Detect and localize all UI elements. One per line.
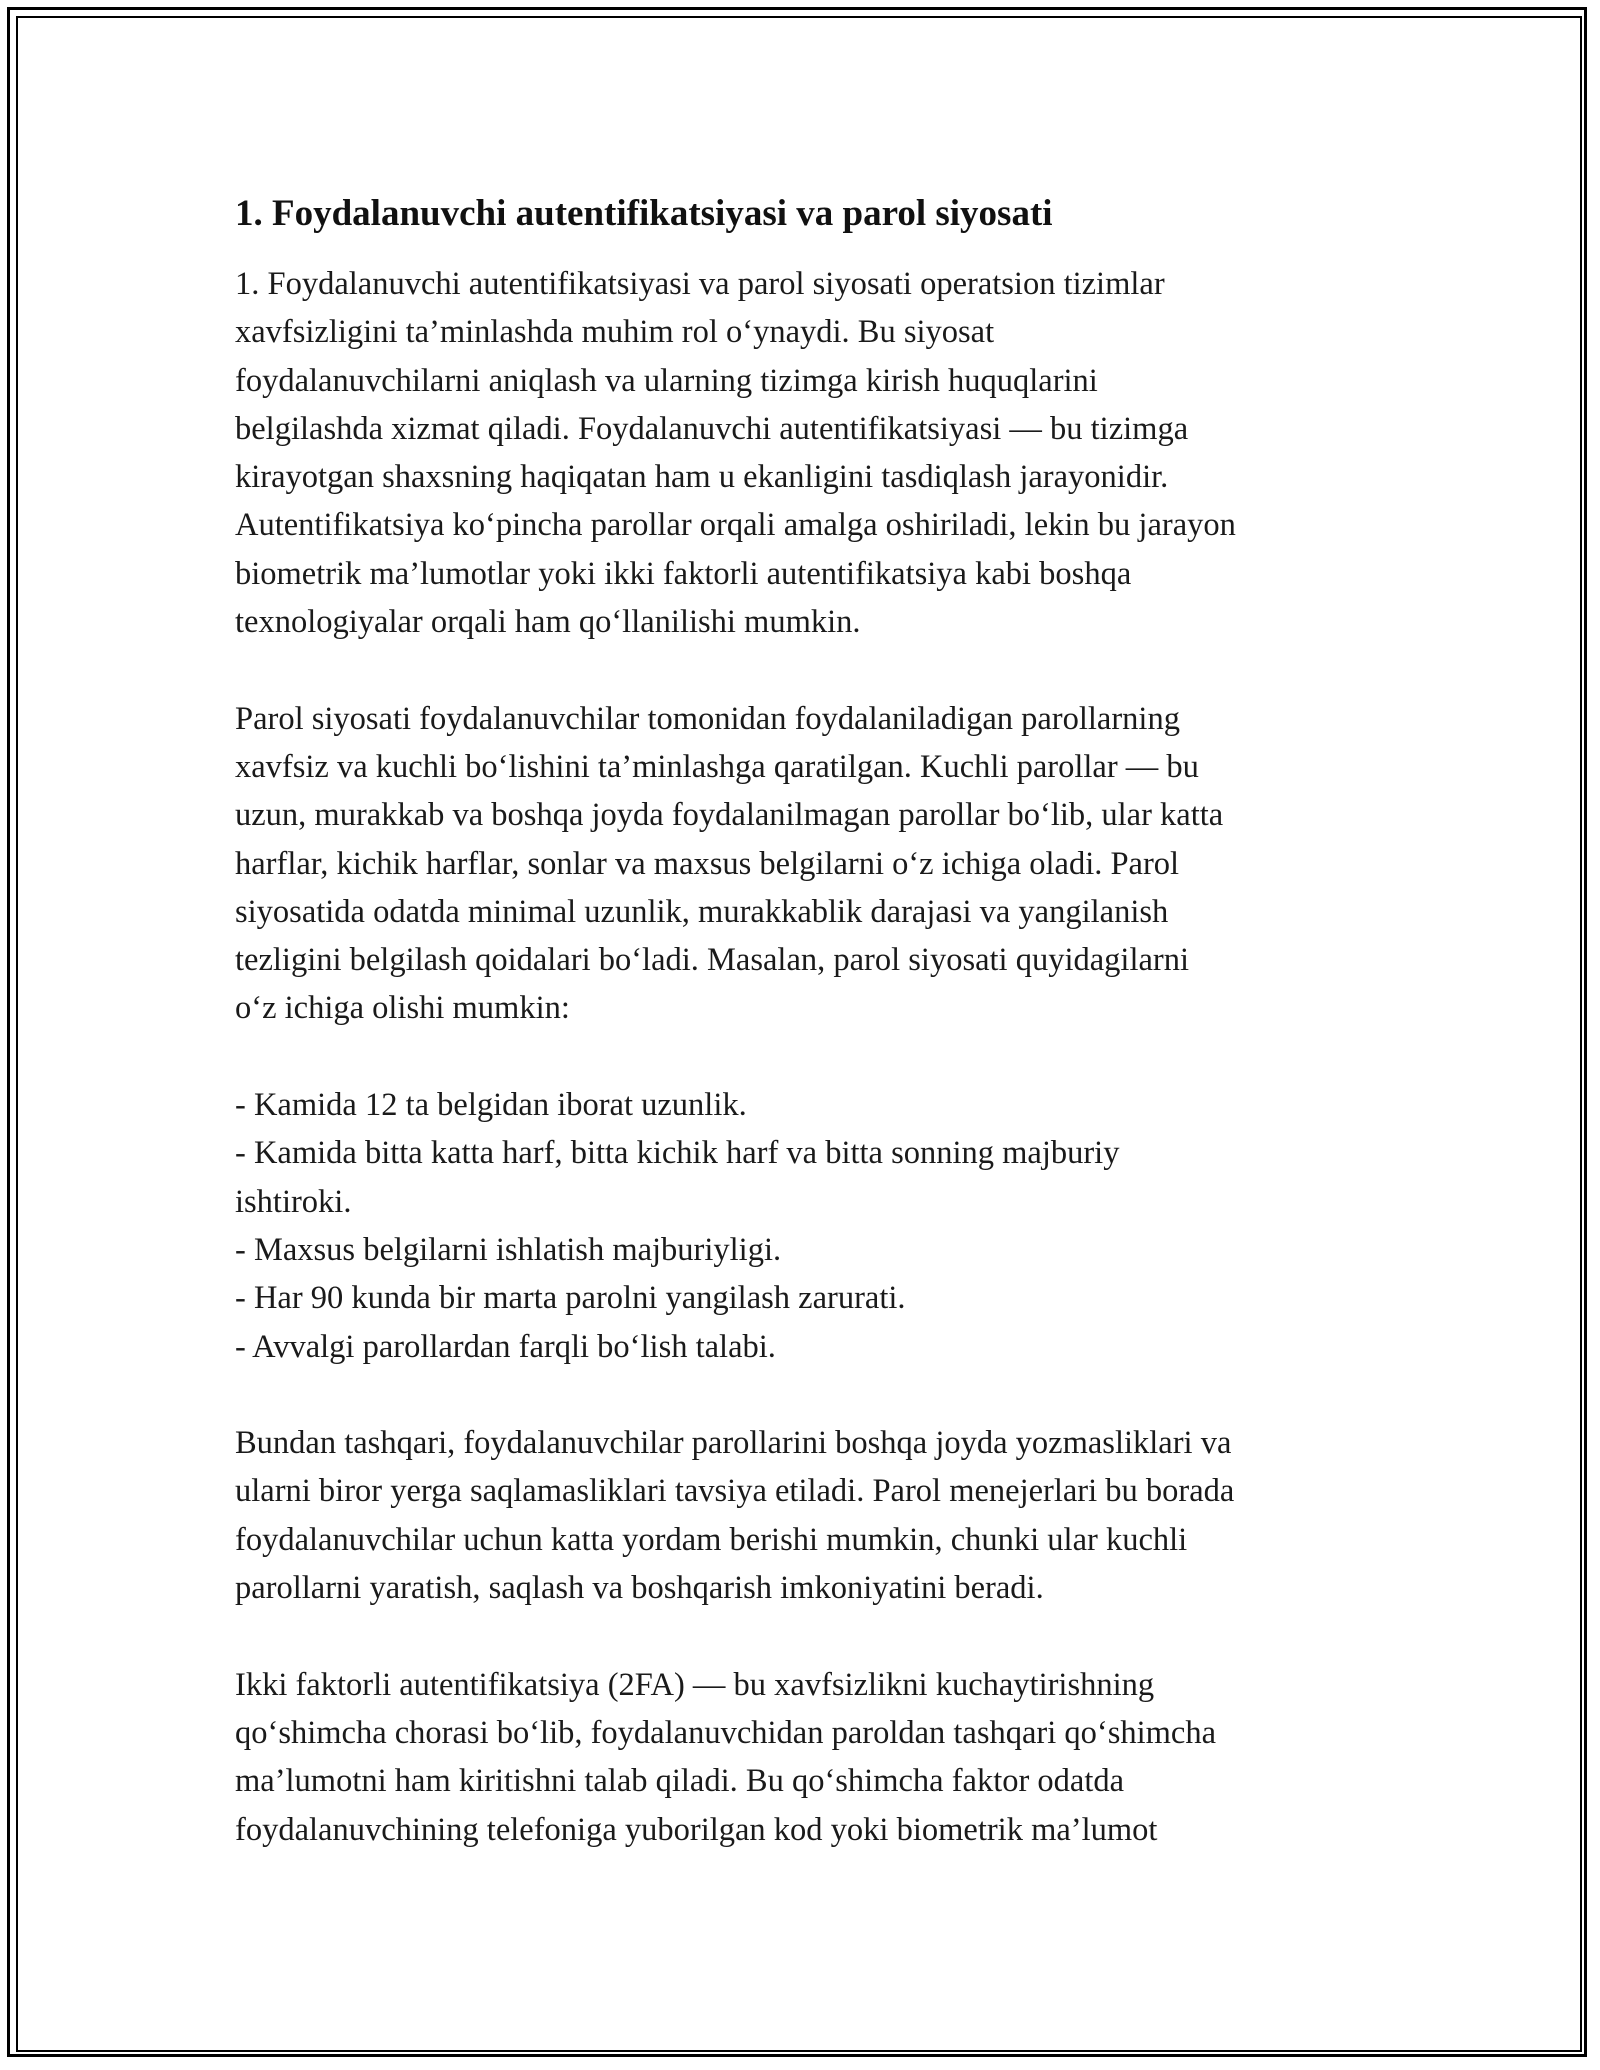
text-line: texnologiyalar orqali ham qo‘llanilishi mumkin.: [235, 604, 861, 641]
text-line: biometrik ma’lumotlar yoki ikki faktorli autentifikatsiya kabi boshqa: [235, 555, 1132, 592]
page-title: 1. Foydalanuvchi autentifikatsiyasi va parol siyosati: [235, 193, 1053, 234]
text-line: Ikki faktorli autentifikatsiya (2FA) — bu xavfsizlikni kuchaytirishning: [235, 1666, 1155, 1703]
text-line: - Har 90 kunda bir marta parolni yangilash zarurati.: [235, 1280, 906, 1317]
text-line: ma’lumotni ham kiritishni talab qiladi. Bu qo‘shimcha faktor odatda: [235, 1763, 1125, 1800]
text-line: Parol siyosati foydalanuvchilar tomonidan foydalaniladigan parollarning: [235, 700, 1180, 737]
text-line: parollarni yaratish, saqlash va boshqarish imkoniyatini beradi.: [235, 1570, 1044, 1607]
text-line: - Kamida 12 ta belgidan iborat uzunlik.: [235, 1087, 747, 1124]
text-line: Bundan tashqari, foydalanuvchilar parollarini boshqa joyda yozmasliklari va: [235, 1425, 1232, 1462]
text-line: xavfsizligini ta’minlashda muhim rol o‘ynaydi. Bu siyosat: [235, 314, 995, 351]
text-line: qo‘shimcha chorasi bo‘lib, foydalanuvchidan paroldan tashqari qo‘shimcha: [235, 1714, 1217, 1751]
text-line: - Kamida bitta katta harf, bitta kichik harf va bitta sonning majburiy: [235, 1135, 1120, 1172]
text-line: harflar, kichik harflar, sonlar va maxsus belgilarni o‘z ichiga oladi. Parol: [235, 845, 1180, 882]
text-line: kirayotgan shaxsning haqiqatan ham u ekanligini tasdiqlash jarayonidir.: [235, 459, 1169, 496]
blank-line: [235, 1371, 1375, 1419]
text-line: 1. Foydalanuvchi autentifikatsiyasi va parol siyosati operatsion tizimlar: [235, 266, 1165, 302]
text-line: belgilashda xizmat qiladi. Foydalanuvchi autentifikatsiyasi — bu tizimga: [235, 410, 1189, 447]
blank-line: [235, 1612, 1375, 1660]
page-content: [235, 188, 1375, 1854]
text-line: ularni biror yerga saqlamasliklari tavsiya etiladi. Parol menejerlari bu borada: [235, 1473, 1235, 1510]
text-line: Autentifikatsiya ko‘pincha parollar orqali amalga oshiriladi, lekin bu jarayon: [235, 507, 1236, 544]
text-line: xavfsiz va kuchli bo‘lishini ta’minlashga qaratilgan. Kuchli parollar — bu: [235, 748, 1199, 785]
text-line: foydalanuvchilar uchun katta yordam berishi mumkin, chunki ular kuchli: [235, 1521, 1188, 1558]
text-line: tezligini belgilash qoidalari bo‘ladi. Masalan, parol siyosati quyidagilarni: [235, 942, 1190, 979]
text-line: foydalanuvchilarni aniqlash va ularning tizimga kirish huquqlarini: [235, 362, 1098, 399]
body-text: [235, 260, 1375, 1854]
text-line: o‘z ichiga olishi mumkin:: [235, 990, 570, 1027]
blank-line: [235, 646, 1375, 694]
text-line: - Avvalgi parollardan farqli bo‘lish talabi.: [235, 1328, 776, 1365]
blank-line: [235, 1033, 1375, 1081]
text-line: uzun, murakkab va boshqa joyda foydalanilmagan parollar bo‘lib, ular katta: [235, 797, 1224, 834]
text-line: ishtiroki.: [235, 1183, 352, 1220]
text-line: siyosatida odatda minimal uzunlik, murakkablik darajasi va yangilanish: [235, 893, 1169, 930]
text-line: - Maxsus belgilarni ishlatish majburiyligi.: [235, 1231, 782, 1268]
text-line: foydalanuvchining telefoniga yuborilgan kod yoki biometrik ma’lumot: [235, 1811, 1158, 1848]
